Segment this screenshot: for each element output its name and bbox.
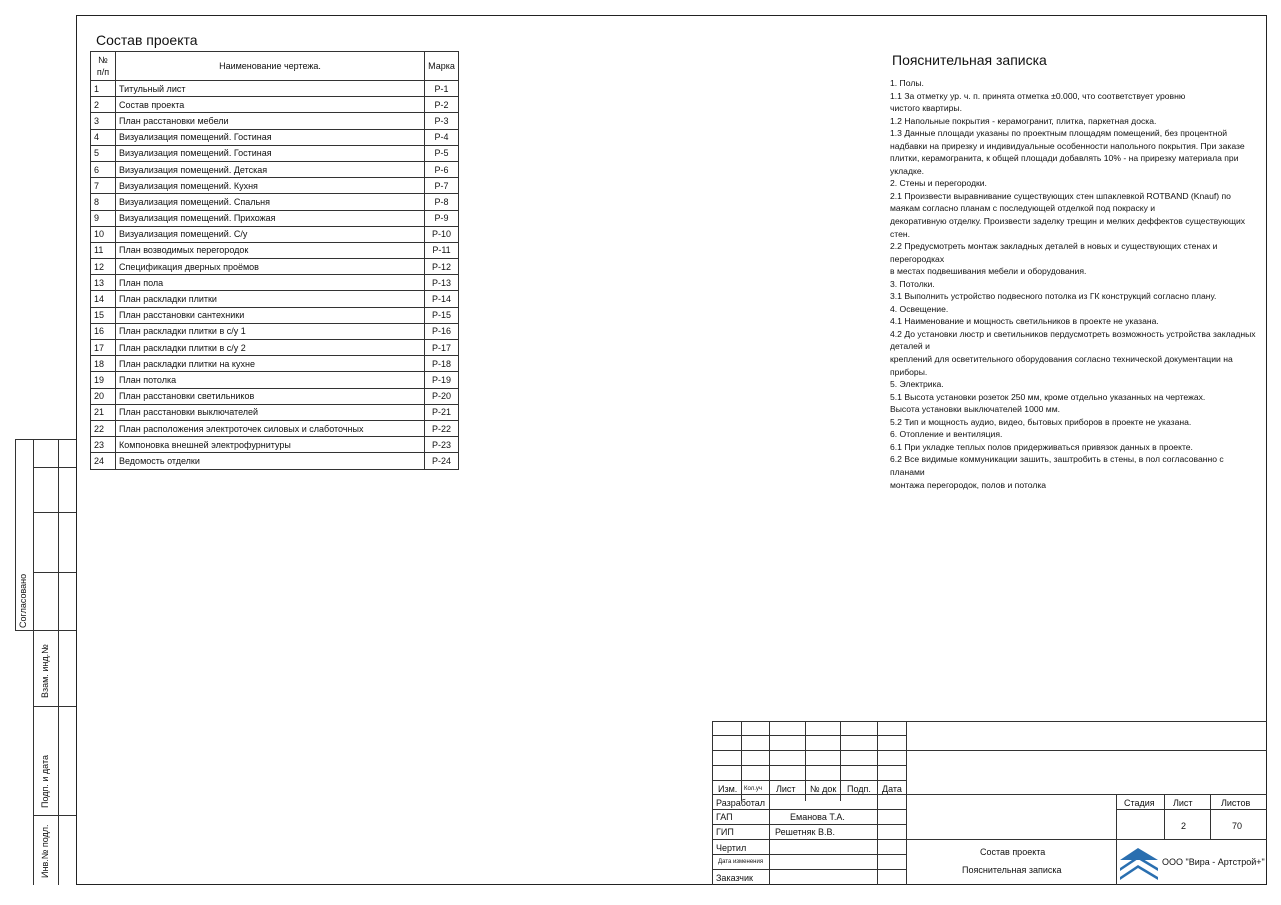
note-line: 6.2 Все видимые коммуникации зашить, заштробить в стены, в пол согласованно с планами xyxy=(890,454,1224,477)
note-line: 6.1 При укладке теплых полов придерживаться привязок данных в проекте. xyxy=(890,441,1193,452)
note-line: 1. Полы. xyxy=(890,78,924,88)
row-number: 12 xyxy=(91,259,116,275)
row-mark: Р-22 xyxy=(425,420,459,436)
note-line: 4.1 Наименование и мощность светильников в проекте не указана. xyxy=(890,316,1159,327)
row-name: План расстановки выключателей xyxy=(116,404,425,420)
row-mark: Р-6 xyxy=(425,161,459,177)
row-number: 11 xyxy=(91,242,116,258)
row-name: Визуализация помещений. С/у xyxy=(116,226,425,242)
table-row xyxy=(91,372,459,388)
sheet-label: Лист xyxy=(1173,798,1193,808)
composition-title: Состав проекта xyxy=(96,32,198,48)
row-mark: Р-20 xyxy=(425,388,459,404)
row-name: План раскладки плитки в с/у 2 xyxy=(116,340,425,356)
stamp-gip: ГИП xyxy=(716,827,734,837)
note-line: 3.1 Выполнить устройство подвесного потолка из ГК конструкций согласно плану. xyxy=(890,291,1217,302)
note-line: 5. Электрика. xyxy=(890,379,944,390)
note-line: 3. Потолки. xyxy=(890,278,935,289)
row-number: 7 xyxy=(91,178,116,194)
stamp-podp: Подп. xyxy=(847,784,871,794)
stamp-ndoc: № док xyxy=(810,784,837,794)
row-name: Визуализация помещений. Гостиная xyxy=(116,145,425,161)
row-name: План расстановки светильников xyxy=(116,388,425,404)
row-number: 4 xyxy=(91,129,116,145)
header-mark: Марка xyxy=(425,52,459,81)
row-name: Визуализация помещений. Гостиная xyxy=(116,129,425,145)
title-block xyxy=(712,721,1267,885)
note-line: монтажа перегородок, полов и потолка xyxy=(890,479,1047,490)
row-number: 8 xyxy=(91,194,116,210)
row-mark: Р-15 xyxy=(425,307,459,323)
note-line: 4.2 До установки люстр и светильников пердусмотреть возможность устройства закладных деталей и xyxy=(890,328,1256,352)
row-number: 10 xyxy=(91,226,116,242)
table-row xyxy=(91,323,459,339)
row-mark: Р-17 xyxy=(425,340,459,356)
table-row xyxy=(91,307,459,323)
row-mark: Р-9 xyxy=(425,210,459,226)
row-mark: Р-11 xyxy=(425,242,459,258)
note-line: 2. Стены и перегородки. xyxy=(890,178,987,189)
table-row xyxy=(91,178,459,194)
stamp-drew: Чертил xyxy=(716,843,747,853)
row-name: Спецификация дверных проёмов xyxy=(116,259,425,275)
agreed-label: Согласовано xyxy=(18,573,28,628)
row-mark: Р-14 xyxy=(425,291,459,307)
stamp-gip-name: Решетняк В.В. xyxy=(775,827,835,837)
table-row xyxy=(91,291,459,307)
stamp-date: Дата xyxy=(882,784,902,794)
row-name: Визуализация помещений. Детская xyxy=(116,161,425,177)
row-mark: Р-19 xyxy=(425,372,459,388)
table-row xyxy=(91,81,459,97)
stamp-change-date: Дата изменения xyxy=(718,859,764,865)
note-line: 2.2 Предусмотреть монтаж закладных деталей в новых и существующих стенах и перегородках xyxy=(890,241,1218,264)
stamp-customer: Заказчик xyxy=(716,873,753,883)
row-number: 17 xyxy=(91,340,116,356)
table-row xyxy=(91,356,459,372)
table-row xyxy=(91,210,459,226)
row-name: Визуализация помещений. Прихожая xyxy=(116,210,425,226)
row-number: 13 xyxy=(91,275,116,291)
row-number: 6 xyxy=(91,161,116,177)
stage-label: Стадия xyxy=(1124,798,1155,808)
composition-header-row xyxy=(91,52,459,81)
table-row xyxy=(91,437,459,453)
row-name: План расстановки мебели xyxy=(116,113,425,129)
note-line: 5.1 Высота установки розеток 250 мм, кроме отдельно указанных на чертежах. xyxy=(890,391,1206,402)
table-row xyxy=(91,259,459,275)
table-row xyxy=(91,404,459,420)
row-number: 21 xyxy=(91,404,116,420)
row-number: 9 xyxy=(91,210,116,226)
table-row xyxy=(91,113,459,129)
row-name: Визуализация помещений. Кухня xyxy=(116,178,425,194)
table-row xyxy=(91,420,459,436)
stamp-gap: ГАП xyxy=(716,812,733,822)
note-line: креплений для осветительного оборудования согласно технической документации на приборы. xyxy=(890,354,1233,377)
row-mark: Р-13 xyxy=(425,275,459,291)
row-mark: Р-24 xyxy=(425,453,459,469)
sheet-number: 2 xyxy=(1181,821,1187,831)
row-mark: Р-12 xyxy=(425,259,459,275)
row-number: 19 xyxy=(91,372,116,388)
row-mark: Р-23 xyxy=(425,437,459,453)
note-title: Пояснительная записка xyxy=(892,52,1047,68)
company-name: ООО "Вира - Артстрой+" xyxy=(1162,857,1265,867)
note-body xyxy=(890,77,1260,491)
stamp-list: Лист xyxy=(776,784,796,794)
row-number: 14 xyxy=(91,291,116,307)
stamp-gap-name: Еманова Т.А. xyxy=(790,812,845,822)
row-mark: Р-1 xyxy=(425,81,459,97)
inv-podl-label: Инв.№ подл. xyxy=(40,824,50,878)
row-name: План пола xyxy=(116,275,425,291)
table-row xyxy=(91,340,459,356)
row-number: 2 xyxy=(91,97,116,113)
row-mark: Р-21 xyxy=(425,404,459,420)
row-number: 20 xyxy=(91,388,116,404)
row-number: 15 xyxy=(91,307,116,323)
doc-title-1: Состав проекта xyxy=(980,847,1046,857)
note-line: 1.3 Данные площади указаны по проектным площадям помещений, без процентной надбавки на прирезку и индивидуальные особенности напольного покрытия. При заказе плитки, керамогранита, к общей площади добавлять 10% - на прирезку материала при укладке. xyxy=(890,128,1245,176)
row-mark: Р-10 xyxy=(425,226,459,242)
sheets-label: Листов xyxy=(1221,798,1251,808)
row-name: Компоновка внешней электрофурнитуры xyxy=(116,437,425,453)
note-line: декоративную отделку. Произвести заделку трещин и мелких деффектов существующих стен. xyxy=(890,216,1246,239)
row-number: 5 xyxy=(91,145,116,161)
row-mark: Р-16 xyxy=(425,323,459,339)
row-name: План раскладки плитки на кухне xyxy=(116,356,425,372)
table-row xyxy=(91,388,459,404)
table-row xyxy=(91,226,459,242)
sign-date-label: Подп. и дата xyxy=(40,754,50,808)
row-name: План потолка xyxy=(116,372,425,388)
note-line: чистого квартиры. xyxy=(890,103,962,114)
row-name: План раскладки плитки в с/у 1 xyxy=(116,323,425,339)
row-number: 23 xyxy=(91,437,116,453)
stamp-kol: Кол.уч xyxy=(744,786,762,792)
header-name: Наименование чертежа. xyxy=(116,52,425,81)
note-line: 6. Отопление и вентиляция. xyxy=(890,429,1003,440)
table-row xyxy=(91,97,459,113)
table-row xyxy=(91,194,459,210)
row-name: Состав проекта xyxy=(116,97,425,113)
stamp-izm: Изм. xyxy=(718,784,738,794)
row-number: 24 xyxy=(91,453,116,469)
row-mark: Р-2 xyxy=(425,97,459,113)
note-line: 1.2 Напольные покрытия - керамогранит, плитка, паркетная доска. xyxy=(890,115,1157,126)
row-mark: Р-3 xyxy=(425,113,459,129)
row-name: План возводимых перегородок xyxy=(116,242,425,258)
row-mark: Р-8 xyxy=(425,194,459,210)
row-name: Визуализация помещений. Спальня xyxy=(116,194,425,210)
doc-title-2: Пояснительная записка xyxy=(962,865,1062,875)
company-logo-icon xyxy=(1118,842,1160,882)
table-row xyxy=(91,242,459,258)
inv-no-label: Взам. инд.№ xyxy=(40,644,50,698)
row-name: План расположения электроточек силовых и слаботочных xyxy=(116,420,425,436)
note-line: 1.1 За отметку ур. ч. п. принята отметка ±0.000, что соответствует уровню xyxy=(890,90,1186,101)
table-row xyxy=(91,145,459,161)
row-name: Ведомость отделки xyxy=(116,453,425,469)
table-row xyxy=(91,129,459,145)
note-line: 5.2 Тип и мощность аудио, видео, бытовых приборов в проекте не указана. xyxy=(890,416,1192,427)
note-line: Высота установки выключателей 1000 мм. xyxy=(890,404,1061,415)
row-name: Титульный лист xyxy=(116,81,425,97)
note-line: в местах подвешивания мебели и оборудования. xyxy=(890,266,1087,277)
row-name: План раскладки плитки xyxy=(116,291,425,307)
note-line: 2.1 Произвести выравнивание существующих стен шпаклевкой ROTBAND (Knauf) по маякам согласно планам с последующей отделкой под покраску и xyxy=(890,190,1231,214)
header-num: № п/п xyxy=(91,52,116,81)
row-number: 18 xyxy=(91,356,116,372)
row-mark: Р-5 xyxy=(425,145,459,161)
table-row xyxy=(91,275,459,291)
row-number: 3 xyxy=(91,113,116,129)
table-row xyxy=(91,453,459,469)
row-mark: Р-4 xyxy=(425,129,459,145)
composition-table xyxy=(90,51,459,470)
row-mark: Р-7 xyxy=(425,178,459,194)
row-mark: Р-18 xyxy=(425,356,459,372)
row-name: План расстановки сантехники xyxy=(116,307,425,323)
table-row xyxy=(91,161,459,177)
note-line: 4. Освещение. xyxy=(890,303,949,314)
row-number: 16 xyxy=(91,323,116,339)
sheets-total: 70 xyxy=(1232,821,1243,831)
row-number: 22 xyxy=(91,420,116,436)
stamp-developed: Разработал xyxy=(716,798,765,808)
row-number: 1 xyxy=(91,81,116,97)
